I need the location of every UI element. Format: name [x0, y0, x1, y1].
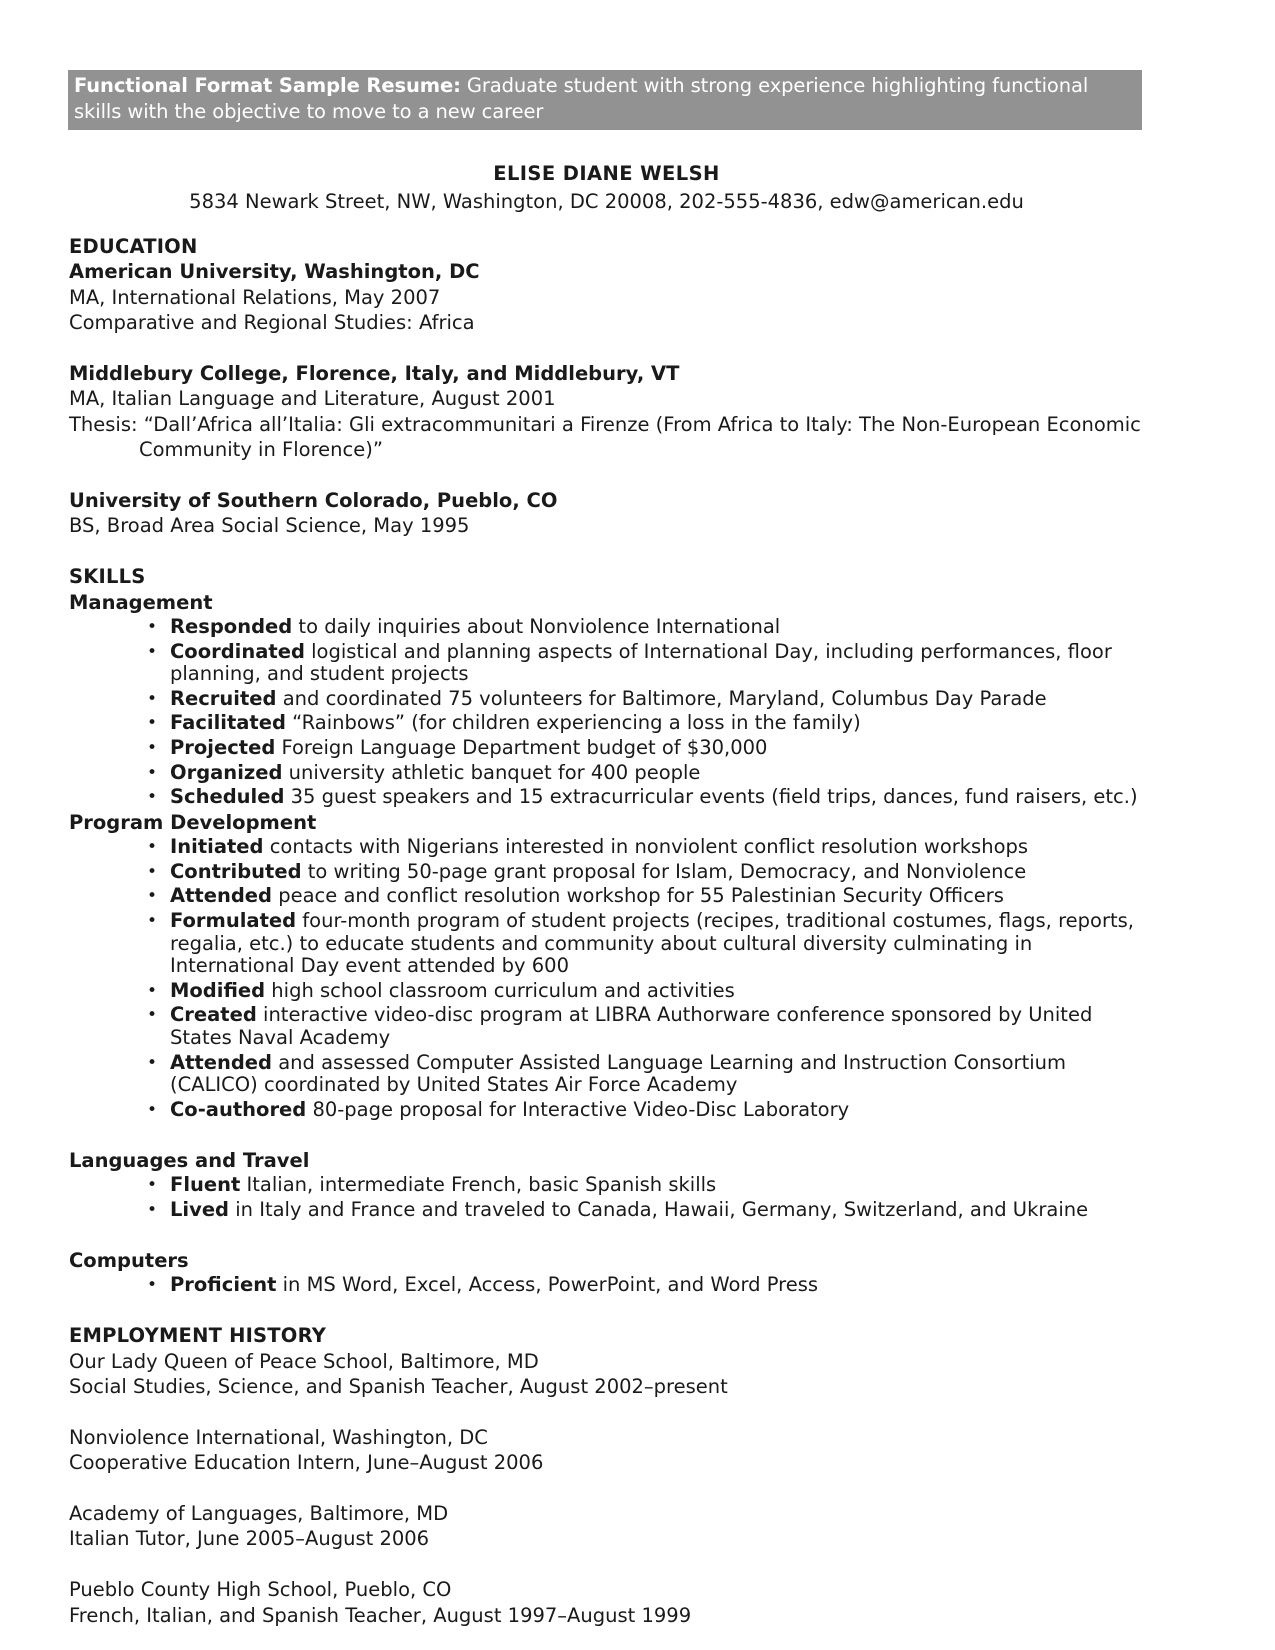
section-heading-employment-history: EMPLOYMENT HISTORY — [69, 1324, 327, 1348]
skill-bullet — [69, 785, 1144, 810]
skill-bullet-text: Italian, intermediate French, basic Spanish skills — [240, 1173, 717, 1197]
skill-bullet-text: 35 guest speakers and 15 extracurricular events (field trips, dances, fund raisers, etc.) — [284, 785, 1138, 809]
section-heading-education: EDUCATION — [69, 235, 198, 258]
skill-bullet-text: interactive video-disc program at LIBRA Authorware conference sponsored by United States Naval Academy — [170, 1003, 1093, 1049]
employment-employer: Our Lady Queen of Peace School, Baltimore, MD — [69, 1349, 539, 1373]
education-school: University of Southern Colorado, Pueblo, CO — [69, 489, 558, 513]
skill-bullet-text: in MS Word, Excel, Access, PowerPoint, and Word Press — [276, 1273, 819, 1297]
employment-employer: Academy of Languages, Baltimore, MD — [69, 1501, 449, 1525]
skill-bullet-lead: Contributed — [170, 859, 302, 883]
candidate-name: ELISE DIANE WELSH — [493, 162, 720, 185]
skill-bullet — [69, 1098, 1144, 1123]
skill-bullet-lead: Modified — [170, 978, 266, 1002]
skill-bullet-lead: Attended — [170, 884, 272, 908]
skill-bullet — [69, 1273, 1144, 1298]
skill-bullet-lead: Initiated — [170, 835, 264, 859]
skill-bullet — [69, 1173, 1144, 1198]
section-heading-skills: SKILLS — [69, 565, 146, 589]
skill-bullet-text: and coordinated 75 volunteers for Baltimore, Maryland, Columbus Day Parade — [276, 686, 1047, 710]
banner-description: Graduate student with strong experience highlighting functional skills with the objective to move to a new career — [74, 74, 1089, 123]
skill-bullet — [69, 884, 1144, 909]
skill-bullet-lead: Formulated — [170, 908, 297, 932]
contact-line: 5834 Newark Street, NW, Washington, DC 20008, 202-555-4836, edw@american.edu — [189, 190, 1024, 213]
education-school: American University, Washington, DC — [69, 260, 480, 284]
skill-bullet-text: Foreign Language Department budget of $30,000 — [275, 736, 768, 760]
skills-group-title-languages-and-travel: Languages and Travel — [69, 1148, 310, 1172]
skill-bullet-lead: Facilitated — [170, 711, 286, 735]
employment-employer: Pueblo County High School, Pueblo, CO — [69, 1578, 452, 1602]
skills-bullet-list-languages-and-travel — [69, 1173, 1144, 1222]
education-detail: MA, International Relations, May 2007 — [69, 285, 441, 309]
employment-role: Cooperative Education Intern, June–August 2006 — [69, 1451, 544, 1475]
employment-role: French, Italian, and Spanish Teacher, August 1997–August 1999 — [69, 1603, 692, 1627]
employment-entry — [69, 1577, 1144, 1628]
skill-bullet — [69, 1051, 1144, 1098]
section-spacer — [69, 1222, 1144, 1247]
education-entry — [69, 361, 1144, 463]
section-spacer — [69, 1476, 1144, 1501]
employment-entry — [69, 1425, 1144, 1476]
education-detail: Comparative and Regional Studies: Africa — [69, 311, 475, 335]
skill-bullet-lead: Responded — [170, 615, 293, 639]
skill-bullet-lead: Projected — [170, 736, 276, 760]
skill-bullet — [69, 979, 1144, 1004]
skill-bullet — [69, 909, 1144, 979]
skill-bullet-text: four-month program of student projects (recipes, traditional costumes, flags, reports, regalia, etc.) to educate students and community about cultural diversity culminating in International Day event attended by 600 — [170, 908, 1134, 978]
skills-group-title-program-development: Program Development — [69, 810, 317, 834]
skill-bullet — [69, 761, 1144, 786]
skills-bullet-list-management — [69, 615, 1144, 810]
employment-entry — [69, 1501, 1144, 1552]
skill-bullet-lead: Recruited — [170, 686, 277, 710]
section-spacer — [69, 1298, 1144, 1323]
skill-bullet — [69, 687, 1144, 712]
skill-bullet-text: and assessed Computer Assisted Language Learning and Instruction Consortium (CALICO) coordinated by United States Air Force Academy — [170, 1050, 1066, 1097]
skill-bullet — [69, 615, 1144, 640]
section-spacer — [69, 1122, 1144, 1147]
skills-bullet-list-computers — [69, 1273, 1144, 1298]
skill-bullet-lead: Scheduled — [170, 785, 285, 809]
education-entry — [69, 488, 1144, 539]
sample-resume-banner — [68, 70, 1142, 130]
skill-bullet — [69, 1198, 1144, 1223]
employment-employer: Nonviolence International, Washington, DC — [69, 1425, 488, 1449]
skill-bullet-text: university athletic banquet for 400 people — [282, 760, 701, 784]
skill-bullet-lead: Fluent — [170, 1173, 241, 1197]
skill-bullet — [69, 640, 1144, 687]
skill-bullet-lead: Proficient — [170, 1273, 277, 1297]
skill-bullet-lead: Organized — [170, 760, 283, 784]
skill-bullet-text: in Italy and France and traveled to Canada, Hawaii, Germany, Switzerland, and Ukraine — [229, 1197, 1089, 1221]
skill-bullet — [69, 1003, 1144, 1050]
employment-role: Social Studies, Science, and Spanish Teacher, August 2002–present — [69, 1374, 728, 1398]
employment-entry — [69, 1349, 1144, 1400]
skill-bullet-text: high school classroom curriculum and activities — [265, 978, 735, 1002]
skill-bullet-lead: Coordinated — [170, 639, 305, 663]
skill-bullet — [69, 711, 1144, 736]
banner-bold-label: Functional Format Sample Resume: — [74, 74, 461, 97]
section-spacer — [69, 1552, 1144, 1577]
education-entry — [69, 259, 1144, 335]
skill-bullet-text: 80-page proposal for Interactive Video-Disc Laboratory — [306, 1097, 850, 1121]
skill-bullet-lead: Lived — [170, 1197, 230, 1221]
skill-bullet — [69, 860, 1144, 885]
skills-group-title-management: Management — [69, 590, 213, 614]
skill-bullet-lead: Co-authored — [170, 1097, 307, 1121]
education-school: Middlebury College, Florence, Italy, and Middlebury, VT — [69, 362, 680, 386]
skill-bullet-text: to daily inquiries about Nonviolence International — [292, 615, 781, 639]
resume-body — [69, 160, 1144, 1628]
education-thesis: Thesis: “Dall’Africa all’Italia: Gli extracommunitari a Firenze (From Africa to Italy: The Non-European Economic Community in Florence)” — [69, 412, 1141, 462]
section-spacer — [69, 336, 1144, 361]
skill-bullet-lead: Created — [170, 1003, 257, 1027]
section-spacer — [69, 463, 1144, 488]
skill-bullet — [69, 736, 1144, 761]
employment-role: Italian Tutor, June 2005–August 2006 — [69, 1527, 430, 1551]
education-detail: MA, Italian Language and Literature, August 2001 — [69, 387, 556, 411]
skill-bullet-text: logistical and planning aspects of International Day, including performances, floor planning, and student projects — [170, 639, 1112, 686]
skill-bullet-text: to writing 50-page grant proposal for Islam, Democracy, and Nonviolence — [301, 859, 1027, 883]
skill-bullet — [69, 835, 1144, 860]
education-detail: BS, Broad Area Social Science, May 1995 — [69, 514, 470, 538]
skills-group-title-computers: Computers — [69, 1248, 189, 1272]
skills-bullet-list-program-development — [69, 835, 1144, 1122]
section-spacer — [69, 1399, 1144, 1424]
skill-bullet-text: “Rainbows” (for children experiencing a loss in the family) — [285, 711, 861, 735]
skill-bullet-text: contacts with Nigerians interested in nonviolent conflict resolution workshops — [263, 835, 1029, 859]
skill-bullet-lead: Attended — [170, 1050, 272, 1074]
skill-bullet-text: peace and conflict resolution workshop for 55 Palestinian Security Officers — [272, 884, 1004, 908]
section-spacer — [69, 539, 1144, 564]
